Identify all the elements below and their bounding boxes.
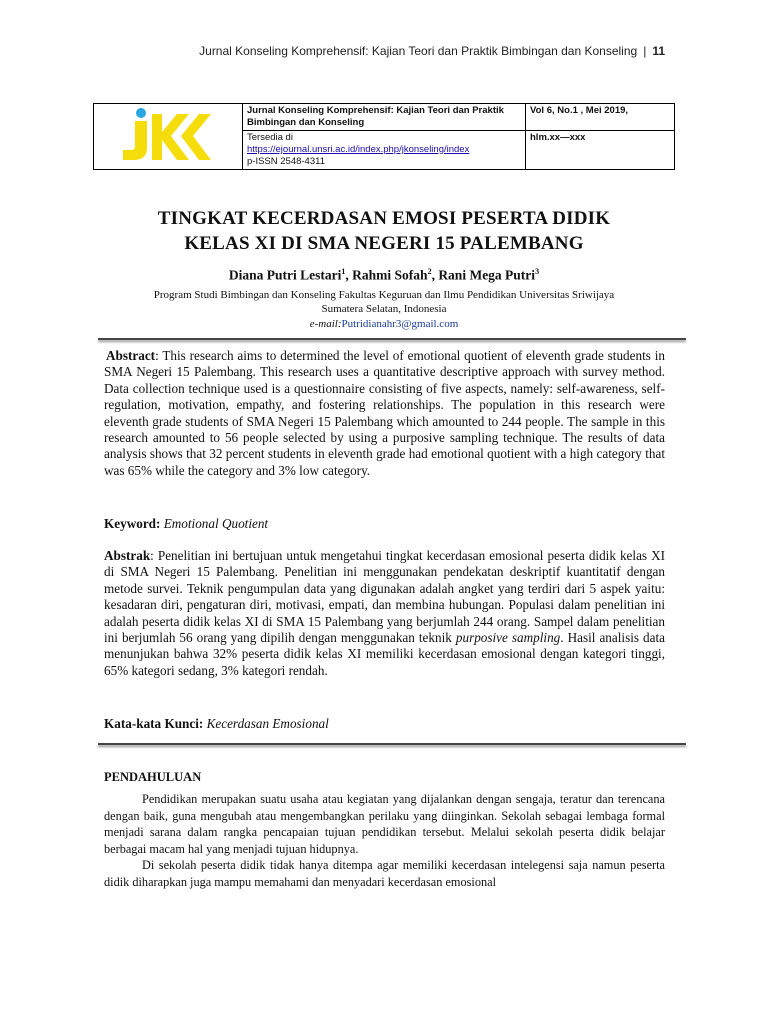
journal-volume-cell (526, 104, 675, 131)
abstrak-italic-term: purposive sampling (455, 630, 561, 646)
affiliation-line-1: Program Studi Bimbingan dan Konseling Fakultas Keguruan dan Ilmu Pendidikan Universitas Sriwijaya (153, 289, 615, 301)
author-list (60, 267, 708, 284)
running-header-journal: Jurnal Konseling Komprehensif: Kajian Teori dan Praktik Bimbingan dan Konseling (199, 44, 638, 58)
page-number: 11 (652, 44, 665, 58)
author-name: Rani Mega Putri (438, 267, 536, 283)
email-label: e-mail: (309, 318, 342, 330)
author-separator: , (345, 267, 353, 283)
kata-kunci-value: Kecerdasan Emosional (206, 716, 329, 731)
abstract-bottom-divider (98, 743, 686, 745)
introduction-paragraph-2: Di sekolah peserta didik tidak hanya ditempa agar memiliki kecerdasan intelegensi saja namun peserta didik diharapkan juga mampu memahami dan menyadari kecerdasan emosional (104, 858, 665, 889)
abstract-indonesian (104, 548, 665, 679)
kata-kunci-label: Kata-kata Kunci: (104, 716, 204, 731)
logo-letter-k2 (181, 114, 211, 160)
keyword-value: Emotional Quotient (163, 516, 269, 531)
journal-header-box (93, 103, 675, 170)
running-header (0, 44, 665, 58)
article-title (60, 206, 708, 256)
available-label: Tersedia di (247, 132, 293, 143)
journal-name-cell (243, 104, 526, 131)
abstract-label: Abstract (106, 348, 156, 363)
article-title-line-1: TINGKAT KECERDASAN EMOSI PESERTA DIDIK (157, 208, 611, 229)
abstract-text: : This research aims to determined the level of emotional quotient of eleventh grade students in SMA Negeri 15 Palembang. This research uses a quantitative descriptive approach with survey method. Data collection technique used is a questionnaire consisting of five aspects, namely: self-awareness, self-regulation, motivation, empathy, and fostering relationships. The population in this research were eleventh grade students of SMA Negeri 15 Palembang which amounted to 244 people. The sample in this research amounted to 56 people selected by using a purposive sampling technique. The results of data analysis shows that 32 percent students in eleventh grade had emotional quotient with a high category that was 65% while the category and 3% low category. (104, 348, 665, 478)
keyword-english (104, 516, 268, 532)
abstrak-text-before: : Penelitian ini bertujuan untuk mengetahui tingkat kecerdasan emosional peserta didik kelas XI di SMA Negeri 15 Palembang. Penelitian ini menggunakan pendekatan deskriptif kuantitatif dengan metode survei. Teknik pengumpulan data yang digunakan adalah angket yang terdiri dari 5 aspek yaitu: kesadaran diri, pengaturan diri, motivasi, empati, dan membina hubungan. Populasi dalam penelitian ini adalah peserta didik kelas XI di SMA 15 Palembang yang berjumlah 244 orang. Sampel dalam penelitian ini berjumlah 56 orang yang dipilih dengan menggunakan teknik (104, 548, 665, 646)
section-heading: PENDAHULUAN (104, 770, 202, 784)
author-name: Diana Putri Lestari (228, 267, 342, 283)
logo-letter-j (123, 121, 147, 160)
journal-logo-cell (94, 104, 243, 170)
keyword-indonesian (104, 716, 329, 732)
abstrak-label: Abstrak (104, 548, 151, 563)
abstrak-text-after: . Hasil analisis data menunjukan bahwa 32% peserta didik kelas XI memiliki kecerdasan emosional dengan kategori tinggi, 65% kategori sedang, 3% kategori rendah. (104, 630, 665, 678)
article-title-line-2: KELAS XI DI SMA NEGERI 15 PALEMBANG (184, 233, 584, 254)
journal-issn: p-ISSN 2548-4311 (247, 156, 325, 167)
journal-access-cell (243, 131, 526, 170)
running-header-separator: | (643, 44, 647, 58)
author-name: Rahmi Sofah (352, 267, 428, 283)
abstract-english (104, 348, 665, 479)
introduction-paragraph-1: Pendidikan merupakan suatu usaha atau kegiatan yang dijalankan dengan sengaja, teratur dan terencana dengan baik, guna mengubah atau mengembangkan perilaku yang diinginkan. Sekolah sebagai lembaga formal menjadi sarana dalam rangka pencapaian tujuan pendidikan tersebut. Melalui sekolah peserta didik belajar berbagai macam hal yang menjadi tujuan hidupnya. (104, 792, 665, 856)
affiliation (90, 288, 678, 316)
author-affil-mark: 1 (341, 267, 346, 276)
journal-name: Jurnal Konseling Komprehensif: Kajian Teori dan Praktik Bimbingan dan Konseling (247, 105, 504, 128)
journal-volume: Vol 6, No.1 , Mei 2019, (530, 105, 629, 116)
logo-dot (136, 108, 146, 118)
author-email (60, 318, 708, 330)
abstract-top-divider (98, 338, 686, 340)
journal-logo (119, 106, 217, 164)
affiliation-line-2: Sumatera Selatan, Indonesia (321, 303, 447, 315)
email-address[interactable]: Putridianahr3@gmail.com (341, 318, 459, 330)
author-affil-mark: 3 (535, 267, 540, 276)
keyword-label: Keyword: (104, 516, 161, 531)
journal-pages: hlm.xx—xxx (530, 132, 586, 143)
author-separator: , (431, 267, 439, 283)
journal-pages-cell (526, 131, 675, 170)
author-affil-mark: 2 (427, 267, 432, 276)
journal-url-link[interactable]: https://ejournal.unsri.ac.id/index.php/jkonseling/index (247, 144, 470, 155)
